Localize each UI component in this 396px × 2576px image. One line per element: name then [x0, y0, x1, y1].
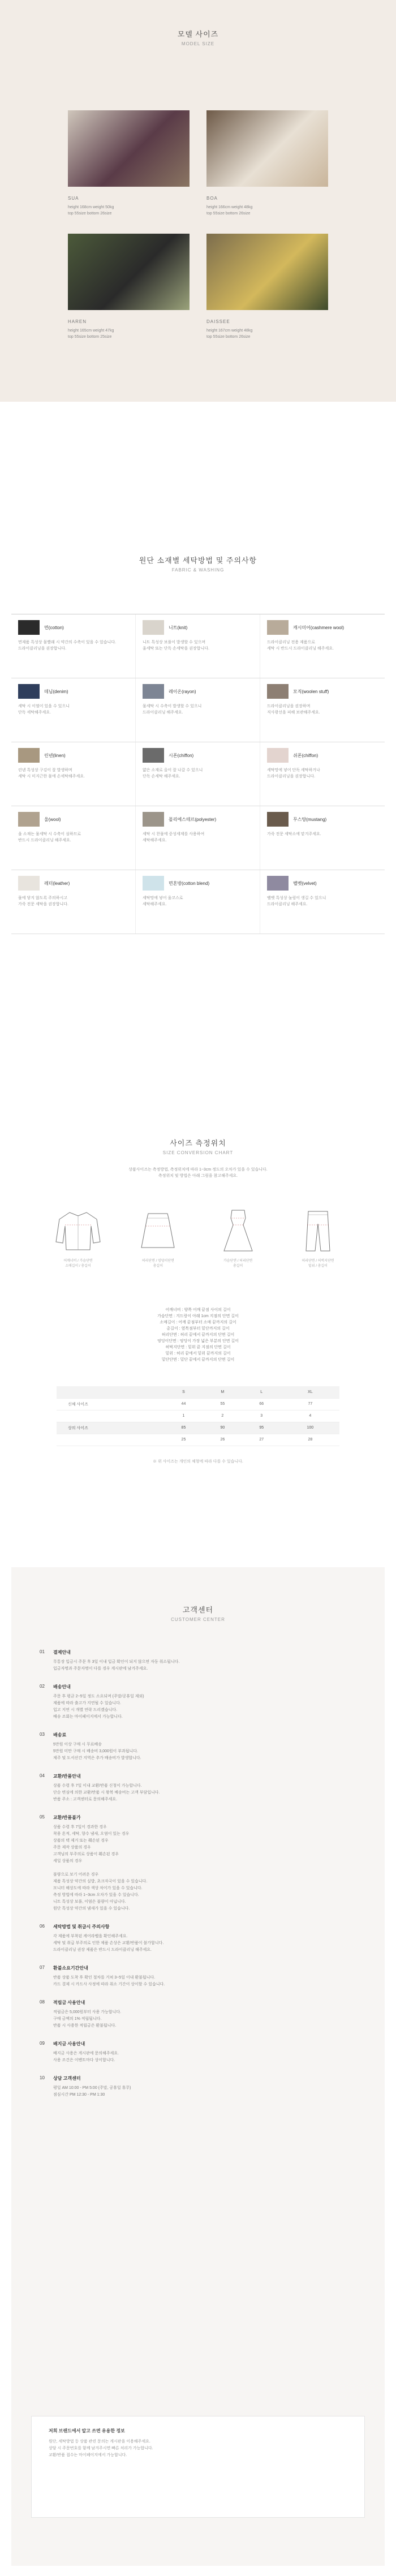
row-label: 신체 사이즈 [57, 1398, 164, 1410]
cs-item-text: 주문 후 평균 2~5일 정도 소요되며 (주말/공휴일 제외) 제품에 따라 출고가 지연될 수 있습니다. 입고 지연 시 개별 연락 드리겠습니다. 배송 조회는 마이페이지에서 가능합니다. [53, 1695, 144, 1719]
size-header-cell: M [203, 1386, 242, 1398]
model-size-subtitle: MODEL SIZE [181, 41, 215, 46]
model-card [68, 110, 190, 217]
fabric-name: 모직(woolen stuff) [293, 689, 329, 694]
table-cell: 77 [281, 1398, 339, 1410]
table-cell: 90 [203, 1422, 242, 1434]
cs-item-number: 09 [40, 2041, 45, 2046]
measurement-notes: 어깨너비 : 양쪽 어깨 끝점 사이의 길이 가슴단면 : 겨드랑이 아래 1cm 지점의 단면 길이 소매길이 : 어깨 끝점부터 소매 끝까지의 길이 총길이 : 옆목점부터 밑단까지의 길이 허리단면 : 허리 끝에서 끝까지의 단면 길이 엉덩이단면 : 엉덩이 가장 넓은 부분의 단면 길이 허벅지단면 : 밑위 끝 지점의 단면 길이 밑위 : 허리 끝에서 밑위 끝까지의 길이 밑단단면 : 밑단 끝에서 끝까지의 단면 길이 [157, 1308, 239, 1362]
fabric-desc: 세탁망에 넣어 울코스로 세탁해주세요. [143, 896, 183, 906]
model-spec: height 165cm weight 47kg top 55size bottom 25size [68, 329, 114, 339]
cs-item-number: 10 [40, 2075, 45, 2080]
model-photo [68, 234, 190, 310]
fabric-desc: 니트 특성상 보풀이 발생할 수 있으며 울세탁 또는 단독 손세탁을 권장합니다. [143, 640, 209, 651]
fabric-head [143, 748, 253, 763]
fabric-swatch [143, 620, 164, 635]
model-size-title: 모델 사이즈 [177, 30, 219, 38]
cs-item-number: 04 [40, 1773, 45, 1778]
fabric-desc: 물세탁 시 수축이 발생할 수 있으니 드라이클리닝 해주세요. [143, 704, 202, 715]
fabric-swatch [18, 748, 40, 763]
fabric-name: 니트(knit) [169, 625, 188, 630]
cs-item-text: 적립금은 5,000원부터 사용 가능합니다. 구매 금액의 1% 적립됩니다. 반품 시 사용한 적립금은 환불됩니다. [53, 2010, 121, 2028]
fabric-desc: 벨벳 특성상 눌림이 생길 수 있으니 드라이클리닝 해주세요. [267, 896, 326, 906]
table-cell: 28 [281, 1434, 339, 1446]
cs-item-title: 세탁방법 및 취급시 주의사항 [53, 1924, 110, 1929]
cs-item-text: 평일 AM 10:00 - PM 5:00 (주말, 공휴일 휴무) 점심시간 PM 12:30 - PM 1:30 [53, 2086, 131, 2097]
size-header-cell: S [164, 1386, 203, 1398]
size-header-cell: XL [281, 1386, 339, 1398]
notice-title: 저희 브랜드에서 알고 쓰면 유용한 정보 [49, 2428, 125, 2433]
cs-item-title: 배송료 [53, 1732, 67, 1738]
fabric-name: 캐시미어(cashmere wool) [293, 625, 345, 630]
table-cell: 55 [203, 1398, 242, 1410]
fabric-row [11, 678, 385, 742]
model-spec: height 168cm weight 50kg top 55size bottom 26size [68, 205, 114, 216]
cs-item-text: 배지금 사용은 게시판에 문의해주세요. 사용 조건은 이벤트마다 상이합니다. [53, 2052, 119, 2062]
page-footer-spacer [0, 2566, 396, 2576]
cs-item-number: 05 [40, 1814, 45, 1820]
cs-item-title: 배송안내 [53, 1684, 71, 1689]
fabric-head [18, 620, 128, 635]
model-spec: height 166cm weight 48kg top 55size bottom 26size [206, 205, 253, 216]
table-cell: 100 [281, 1422, 339, 1434]
fabric-cell [11, 614, 136, 678]
fabric-desc: 드라이클리닝을 권장하며 직사광선을 피해 보관해주세요. [267, 704, 320, 715]
fabric-head [267, 876, 378, 891]
fabric-name: 면(cotton) [44, 625, 64, 630]
table-row [57, 1422, 339, 1434]
fabric-name: 레더(leather) [44, 880, 70, 886]
cs-item [40, 2041, 356, 2064]
fabric-swatch [18, 812, 40, 827]
size-description: 상품사이즈는 측정방법, 측정위치에 따라 1~3cm 정도의 오차가 있을 수 있습니다. 측정위치 및 방법은 아래 그림을 참고해주세요. [128, 1168, 268, 1178]
cs-item [40, 1684, 356, 1721]
cs-item-text: 반품 상품 도착 후 확인 절차를 거쳐 3~5일 이내 환불됩니다. 카드 결제 시 카드사 사정에 따라 취소 기간이 상이할 수 있습니다. [53, 1976, 165, 1986]
cs-item [40, 1649, 356, 1672]
notice-body: 원단, 세탁방법 등 상품 관련 문의는 게시판을 이용해주세요. 상담 시 주문번호를 함께 남겨주시면 빠른 처리가 가능합니다. 교환/반품 접수는 마이페이지에서 가능합니다. [49, 2440, 153, 2457]
size-header-cell [57, 1386, 164, 1398]
fabric-name: 린넨(linen) [44, 752, 66, 758]
customer-center-section [0, 1567, 396, 2576]
fabric-head [267, 684, 378, 699]
fabric-washing-section [0, 402, 396, 979]
cs-item [40, 1814, 356, 1912]
cs-item-body [53, 1684, 144, 1721]
fabric-cell [11, 870, 136, 934]
table-cell: 66 [242, 1398, 281, 1410]
garment-skirt [131, 1208, 185, 1269]
fabric-cell [136, 870, 260, 934]
fabric-name: 쉬폰(chiffon) [293, 752, 318, 758]
table-cell: 1 [164, 1410, 203, 1422]
cs-item [40, 1965, 356, 1988]
cs-item-title: 결제안내 [53, 1650, 71, 1655]
fabric-subtitle: FABRIC & WASHING [171, 567, 225, 573]
fabric-swatch [267, 876, 289, 891]
dress-diagram-icon [213, 1208, 264, 1253]
fabric-desc: 가죽 전문 세탁소에 맡겨주세요. [267, 832, 321, 836]
customer-center-box [11, 1567, 385, 2566]
garment-diagrams [51, 1208, 345, 1269]
fabric-head [18, 748, 128, 763]
cs-subtitle: CUSTOMER CENTER [171, 1617, 225, 1622]
fabric-swatch [18, 876, 40, 891]
table-cell: 3 [242, 1410, 281, 1422]
cs-item [40, 1999, 356, 2029]
fabric-table [11, 614, 385, 934]
model-card [206, 234, 328, 340]
fabric-head [267, 812, 378, 827]
fabric-desc: 면제품 특성상 물빨래 시 약간의 수축이 있을 수 있습니다. 드라이클리닝을 권장합니다. [18, 640, 117, 651]
fabric-desc: 울 소재는 물세탁 시 수축이 심하므로 반드시 드라이클리닝 해주세요. [18, 832, 81, 842]
fabric-swatch [267, 812, 289, 827]
table-cell: 4 [281, 1410, 339, 1422]
cs-item [40, 1924, 356, 1954]
cs-item-number: 07 [40, 1965, 45, 1970]
fabric-name: 레이온(rayon) [169, 689, 196, 694]
fabric-name: 데님(denim) [44, 689, 68, 694]
fabric-head [18, 684, 128, 699]
garment-caption: 허리단면 / 허벅지단면 밑위 / 총길이 [302, 1259, 334, 1268]
fabric-cell [260, 614, 385, 678]
model-grid [68, 110, 328, 340]
fabric-cell [260, 806, 385, 870]
fabric-swatch [267, 748, 289, 763]
cs-item [40, 1732, 356, 1762]
size-subtitle: SIZE CONVERSION CHART [162, 1150, 234, 1155]
model-size-section [0, 0, 396, 402]
skirt-diagram-icon [132, 1208, 183, 1253]
cs-item-text: 5만원 이상 구매 시 무료배송 5만원 미만 구매 시 배송비 3,000원이 부과됩니다. 제주 및 도서산간 지역은 추가 배송비가 발생합니다. [53, 1743, 141, 1760]
fabric-swatch [18, 684, 40, 699]
fabric-swatch [143, 812, 164, 827]
cs-item-title: 배지금 사용안내 [53, 2041, 85, 2046]
cs-item [40, 2075, 356, 2098]
fabric-head [143, 684, 253, 699]
table-row [57, 1398, 339, 1410]
fabric-cell [136, 614, 260, 678]
cs-notice [31, 2416, 365, 2518]
cs-item-body [53, 1965, 165, 1988]
fabric-title: 원단 소재별 세탁방법 및 주의사항 [139, 556, 257, 565]
fabric-cell [11, 806, 136, 870]
model-name: DAISSEE [206, 319, 230, 324]
cs-item-number: 02 [40, 1684, 45, 1689]
fabric-cell [11, 742, 136, 806]
garment-caption: 허리단면 / 엉덩이단면 총길이 [141, 1259, 174, 1268]
cs-title: 고객센터 [182, 1606, 214, 1614]
fabric-swatch [267, 684, 289, 699]
table-cell: 85 [164, 1422, 203, 1434]
fabric-cell [136, 678, 260, 742]
fabric-cell [136, 742, 260, 806]
table-cell: 26 [203, 1434, 242, 1446]
garment-dress [211, 1208, 265, 1269]
model-photo [206, 110, 328, 187]
cs-item-body [53, 1924, 163, 1954]
fabric-desc: 드라이클리닝 전용 제품으로 세탁 시 반드시 드라이클리닝 해주세요. [267, 640, 334, 651]
size-chart-section [0, 979, 396, 1567]
fabric-name: 시폰(chiffon) [169, 752, 194, 758]
row-label [57, 1410, 164, 1422]
fabric-name: 울(wool) [44, 816, 61, 822]
fabric-head [18, 876, 128, 891]
fabric-desc: 세탁 시 찬물에 중성세제를 사용하여 세탁해주세요. [143, 832, 205, 842]
size-header-cell: L [242, 1386, 281, 1398]
cs-item-body [53, 1814, 147, 1912]
garment-caption: 어깨너비 / 가슴단면 소매길이 / 총길이 [63, 1259, 93, 1268]
fabric-swatch [143, 876, 164, 891]
fabric-head [267, 748, 378, 763]
cs-item-body [53, 2075, 131, 2098]
cs-list [40, 1649, 356, 2110]
fabric-head [267, 620, 378, 635]
fabric-head [143, 812, 253, 827]
fabric-cell [260, 678, 385, 742]
fabric-head [18, 812, 128, 827]
jacket-diagram-icon [53, 1208, 104, 1253]
cs-item-title: 상담 고객센터 [53, 2076, 81, 2081]
table-cell: 25 [164, 1434, 203, 1446]
model-name: SUA [68, 196, 79, 201]
size-table-header [57, 1386, 339, 1398]
model-spec: height 167cm weight 48kg top 55size bottom 26size [206, 329, 253, 339]
cs-item-text: 상품 수령 후 7일 이내 교환/반품 신청이 가능합니다. 단순 변심에 의한 교환/반품 시 왕복 배송비는 고객 부담입니다. 반품 주소 : 고객센터로 문의해주세요. [53, 1784, 160, 1801]
fabric-cell [260, 870, 385, 934]
cs-item-body [53, 1999, 121, 2029]
garment-pants [291, 1208, 345, 1269]
cs-item-body [53, 1732, 141, 1762]
cs-item-title: 교환/반품안내 [53, 1774, 81, 1779]
cs-item-number: 08 [40, 1999, 45, 2005]
model-photo [206, 234, 328, 310]
table-cell: 44 [164, 1398, 203, 1410]
table-cell: 95 [242, 1422, 281, 1434]
fabric-row [11, 870, 385, 934]
fabric-desc: 세탁망에 넣어 단독 세탁하거나 드라이클리닝을 권장합니다. [267, 768, 320, 779]
cs-item-body [53, 1773, 160, 1803]
fabric-swatch [143, 748, 164, 763]
fabric-row [11, 806, 385, 870]
fabric-swatch [143, 684, 164, 699]
fabric-name: 무스탕(mustang) [293, 816, 327, 822]
cs-item-text: 무통장 입금시 주문 후 3일 이내 입금 확인이 되지 않으면 자동 취소됩니다. 입금자명과 주문자명이 다를 경우 게시판에 남겨주세요. [53, 1660, 180, 1671]
garment-caption: 가슴단면 / 허리단면 총길이 [223, 1259, 253, 1268]
fabric-cell [11, 678, 136, 742]
fabric-desc: 린넨 특성상 구김이 잘 발생하며 세탁 시 미지근한 물에 손세탁해주세요. [18, 768, 85, 779]
table-cell: 27 [242, 1434, 281, 1446]
row-label: 상의 사이즈 [57, 1422, 164, 1434]
fabric-cell [260, 742, 385, 806]
cs-item-body [53, 2041, 119, 2064]
fabric-swatch [267, 620, 289, 635]
fabric-name: 벨벳(velvet) [293, 880, 317, 886]
table-row [57, 1410, 339, 1422]
cs-item-title: 적립금 사용안내 [53, 2000, 85, 2005]
fabric-head [143, 876, 253, 891]
model-photo [68, 110, 190, 187]
fabric-desc: 얇은 소재로 올이 잘 나갈 수 있으니 단독 손세탁 해주세요. [143, 768, 203, 779]
cs-item-number: 06 [40, 1924, 45, 1929]
table-row [57, 1434, 339, 1446]
fabric-cell [136, 806, 260, 870]
cs-item-title: 환불소요기간안내 [53, 1966, 88, 1971]
cs-item-title: 교환/반품불가 [53, 1815, 81, 1820]
cs-item-number: 01 [40, 1649, 45, 1654]
fabric-desc: 물에 닿지 않도록 주의하시고 가죽 전문 세탁을 권장합니다. [18, 896, 68, 906]
cs-item-text: 상품 수령 후 7일이 경과한 경우 착용 흔적, 세탁, 향수 냄새, 오염이 있는 경우 상품의 택 제거 또는 훼손된 경우 주문 제작 상품의 경우 고객님의 부주의로 상품이 훼손된 경우 세일 상품의 경우 불량으로 보기 어려운 경우 제품 특성상 약간의 실밥, 초크자국이 있을 수 있습니다. 모니터 해상도에 따라 색상 차이가 있을 수 있습니다. 측정 방법에 따라 1~3cm 오차가 있을 수 있습니다. 니트 특성상 보풀, 이염은 불량이 아닙니다. 원단 특성상 약간의 냄새가 있을 수 있습니다. [53, 1825, 148, 1911]
fabric-row [11, 614, 385, 678]
fabric-row [11, 742, 385, 806]
size-table-note: ※ 위 사이즈는 개인의 체형에 따라 다를 수 있습니다. [153, 1460, 243, 1464]
cs-item-number: 03 [40, 1732, 45, 1737]
size-title: 사이즈 측정위치 [170, 1139, 226, 1147]
fabric-name: 면혼방(cotton blend) [169, 880, 210, 886]
cs-item [40, 1773, 356, 1803]
fabric-name: 폴리에스테르(polyester) [169, 816, 217, 822]
table-cell: 2 [203, 1410, 242, 1422]
cs-item-text: 각 제품에 부착된 케어라벨을 확인해주세요. 세탁 및 취급 부주의로 인한 제품 손상은 교환/반품이 불가합니다. 드라이클리닝 권장 제품은 반드시 드라이클리닝 해주세요. [53, 1934, 164, 1952]
fabric-head [143, 620, 253, 635]
garment-top [51, 1208, 105, 1269]
pants-diagram-icon [292, 1208, 343, 1253]
model-card [206, 110, 328, 217]
model-name: HAREN [68, 319, 87, 324]
row-label [57, 1434, 164, 1446]
model-card [68, 234, 190, 340]
size-table [57, 1386, 339, 1446]
cs-item-body [53, 1649, 179, 1672]
fabric-desc: 세탁 시 이염이 있을 수 있으니 단독 세탁해주세요. [18, 704, 70, 715]
fabric-swatch [18, 620, 40, 635]
model-name: BOA [206, 196, 218, 201]
